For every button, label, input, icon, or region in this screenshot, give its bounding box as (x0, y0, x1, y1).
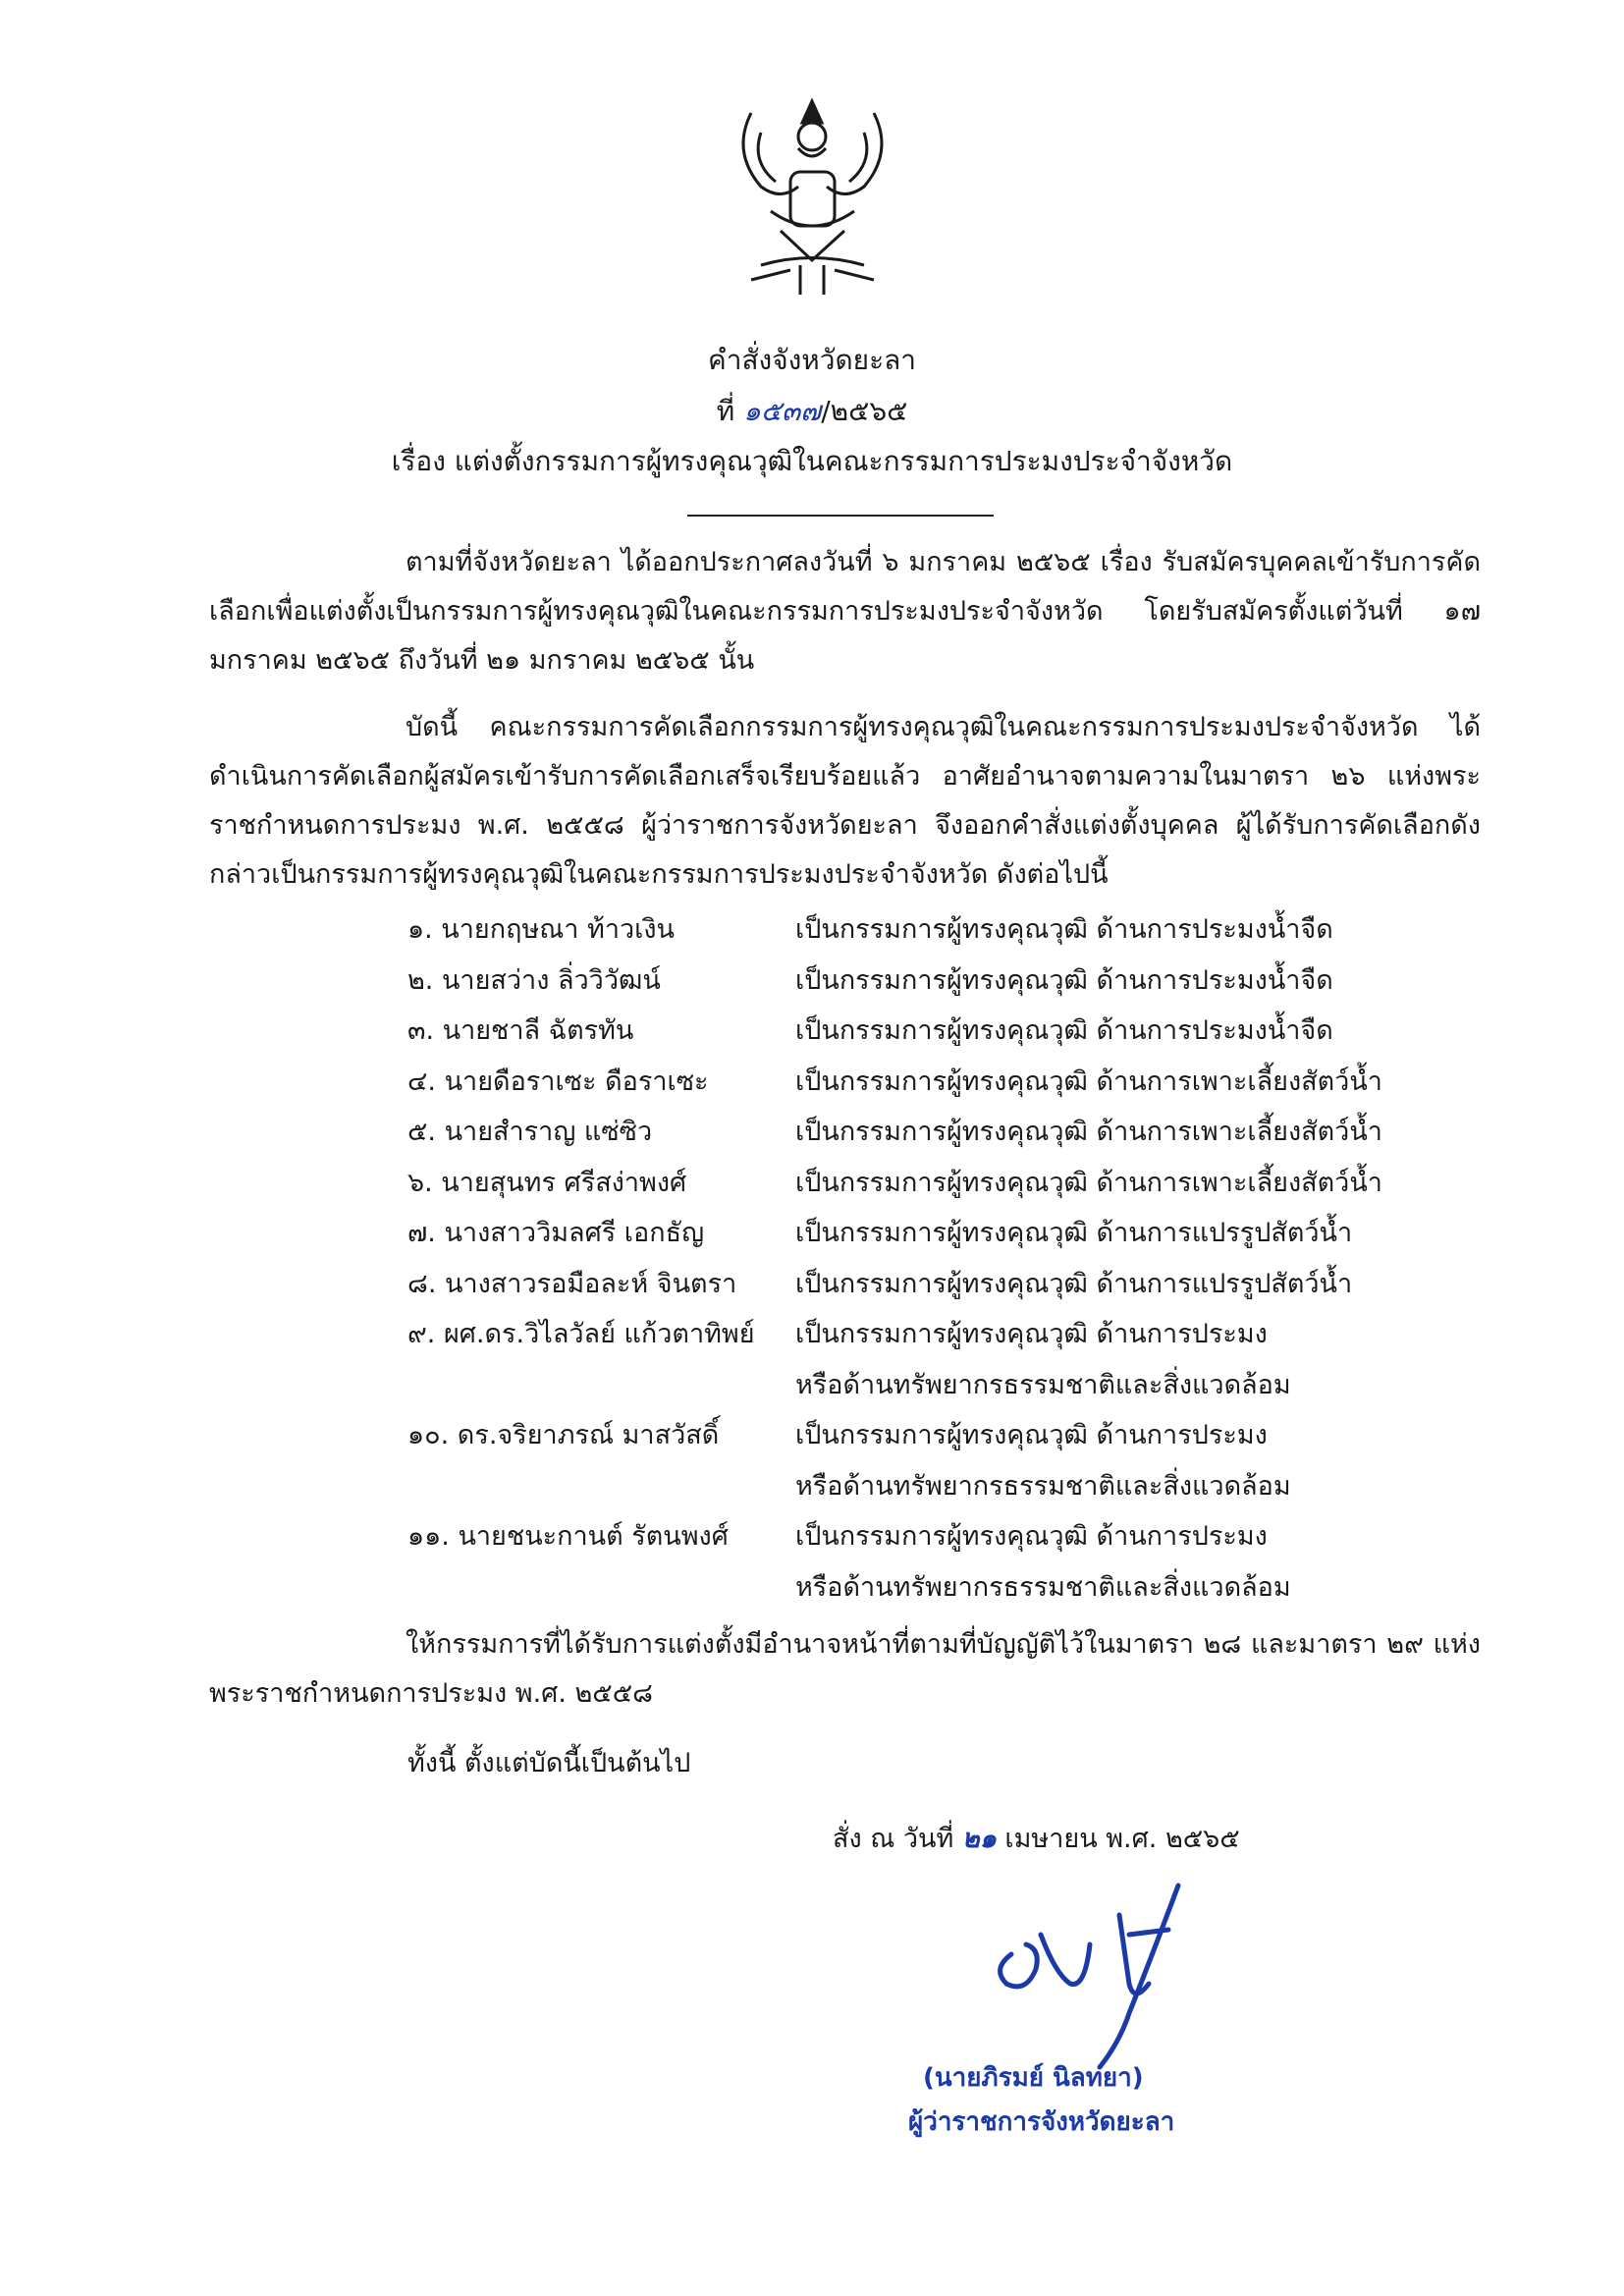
member-name: ๙. ผศ.ดร.วิไลวัลย์ แก้วตาทิพย์ (407, 1319, 755, 1349)
member-name: ๑๐. ดร.จริยาภรณ์ มาสวัสดิ์ (407, 1420, 720, 1450)
member-role: เป็นกรรมการผู้ทรงคุณวุฒิ ด้านการเพาะเลี้ยงสัตว์น้ำ (795, 1167, 1382, 1198)
order-date (833, 1817, 1240, 1859)
paragraph-text: ตามที่จังหวัดยะลา ได้ออกประกาศลงวันที่ ๖ มกราคม ๒๕๖๕ เรื่อง รับสมัครบุคคลเข้ารับการคัดเลือกเพื่อแต่งตั้งเป็นกรรมการผู้ทรงคุณวุฒิในคณะกรรมการประมงประจำจังหวัด โดยรับสมัครตั้งแต่วันที่ ๑๗ มกราคม ๒๕๖๕ ถึงวันที่ ๒๑ มกราคม ๒๕๖๕ นั้น (209, 547, 1481, 676)
member-name: ๒. นายสว่าง ลิ่ววิวัฒน์ (407, 964, 661, 996)
member-name: ๘. นางสาวรอมือละห์ จินตรา (407, 1268, 737, 1299)
member-role: เป็นกรรมการผู้ทรงคุณวุฒิ ด้านการประมง (795, 1521, 1268, 1552)
paragraph-announcement (209, 538, 1481, 685)
member-name: ๑. นายกฤษณา ท้าวเงิน (407, 914, 676, 945)
order-number (0, 390, 1624, 433)
member-role: เป็นกรรมการผู้ทรงคุณวุฒิ ด้านการประมงน้ำจืด (795, 964, 1333, 996)
member-role-continued: หรือด้านทรัพยากรธรรมชาติและสิ่งแวดล้อม (795, 1571, 1291, 1603)
date-day-handwritten: ๒๑ (961, 1824, 997, 1854)
member-role: เป็นกรรมการผู้ทรงคุณวุฒิ ด้านการแปรรูปสัตว์น้ำ (795, 1218, 1353, 1248)
order-number-handwritten: ๑๕๓๗ (743, 395, 822, 427)
member-role: เป็นกรรมการผู้ทรงคุณวุฒิ ด้านการเพาะเลี้ยงสัตว์น้ำ (795, 1117, 1382, 1147)
order-number-suffix: /๒๕๖๕ (821, 395, 908, 427)
paragraph-effective: ทั้งนี้ ตั้งแต่บัดนี้เป็นต้นไป (407, 1748, 691, 1778)
member-role-continued: หรือด้านทรัพยากรธรรมชาติและสิ่งแวดล้อม (795, 1470, 1291, 1502)
title-divider (687, 515, 994, 517)
order-title: คำสั่งจังหวัดยะลา (708, 344, 916, 376)
paragraph-text: ให้กรรมการที่ได้รับการแต่งตั้งมีอำนาจหน้าที่ตามที่บัญญัติไว้ในมาตรา ๒๘ และมาตรา ๒๙ แห่งพระราชกำหนดการประมง พ.ศ. ๒๕๕๘ (209, 1629, 1481, 1709)
order-subject: เรื่อง แต่งตั้งกรรมการผู้ทรงคุณวุฒิในคณะกรรมการประมงประจำจังหวัด (391, 445, 1233, 477)
signature-icon (982, 1876, 1218, 2072)
garuda-emblem-icon (722, 93, 903, 300)
member-name: ๖. นายสุนทร ศรีสง่าพงศ์ (407, 1167, 687, 1198)
member-role: เป็นกรรมการผู้ทรงคุณวุฒิ ด้านการประมง (795, 1420, 1268, 1450)
member-role: เป็นกรรมการผู้ทรงคุณวุฒิ ด้านการประมงน้ำจืด (795, 914, 1333, 945)
member-role-continued: หรือด้านทรัพยากรธรรมชาติและสิ่งแวดล้อม (795, 1369, 1291, 1400)
paragraph-text: บัดนี้ คณะกรรมการคัดเลือกกรรมการผู้ทรงคุณวุฒิในคณะกรรมการประมงประจำจังหวัด ได้ดำเนินการคัดเลือกผู้สมัครเข้ารับการคัดเลือกเสร็จเรียบร้อยแล้ว อาศัยอำนาจตามความในมาตรา ๒๖ แห่งพระราชกำหนดการประมง พ.ศ. ๒๕๕๘ ผู้ว่าราชการจังหวัดยะลา จึงออกคำสั่งแต่งตั้งบุคคล ผู้ได้รับการคัดเลือกดังกล่าวเป็นกรรมการผู้ทรงคุณวุฒิในคณะกรรมการประมงประจำจังหวัด ดังต่อไปนี้ (209, 712, 1481, 890)
signer-name: (นายภิรมย์ นิลทยา) (923, 2063, 1144, 2093)
signer-title: ผู้ว่าราชการจังหวัดยะลา (908, 2107, 1175, 2137)
date-suffix: เมษายน พ.ศ. ๒๕๖๕ (996, 1824, 1240, 1854)
order-number-prefix: ที่ (716, 395, 744, 427)
paragraph-duties (209, 1620, 1481, 1719)
member-name: ๔. นายดือราเซะ ดือราเซะ (407, 1066, 709, 1097)
member-name: ๗. นางสาววิมลศรี เอกธัญ (407, 1218, 705, 1248)
member-name: ๓. นายชาลี ฉัตรทัน (407, 1015, 634, 1046)
member-role: เป็นกรรมการผู้ทรงคุณวุฒิ ด้านการแปรรูปสัตว์น้ำ (795, 1268, 1353, 1299)
member-name: ๑๑. นายชนะกานต์ รัตนพงศ์ (407, 1521, 729, 1552)
member-role: เป็นกรรมการผู้ทรงคุณวุฒิ ด้านการเพาะเลี้ยงสัตว์น้ำ (795, 1066, 1382, 1097)
member-name: ๕. นายสำราญ แซ่ซิว (407, 1117, 653, 1147)
member-role: เป็นกรรมการผู้ทรงคุณวุฒิ ด้านการประมงน้ำจืด (795, 1015, 1333, 1046)
date-prefix: สั่ง ณ วันที่ (833, 1824, 962, 1854)
member-role: เป็นกรรมการผู้ทรงคุณวุฒิ ด้านการประมง (795, 1319, 1268, 1349)
paragraph-appointment (209, 703, 1481, 900)
